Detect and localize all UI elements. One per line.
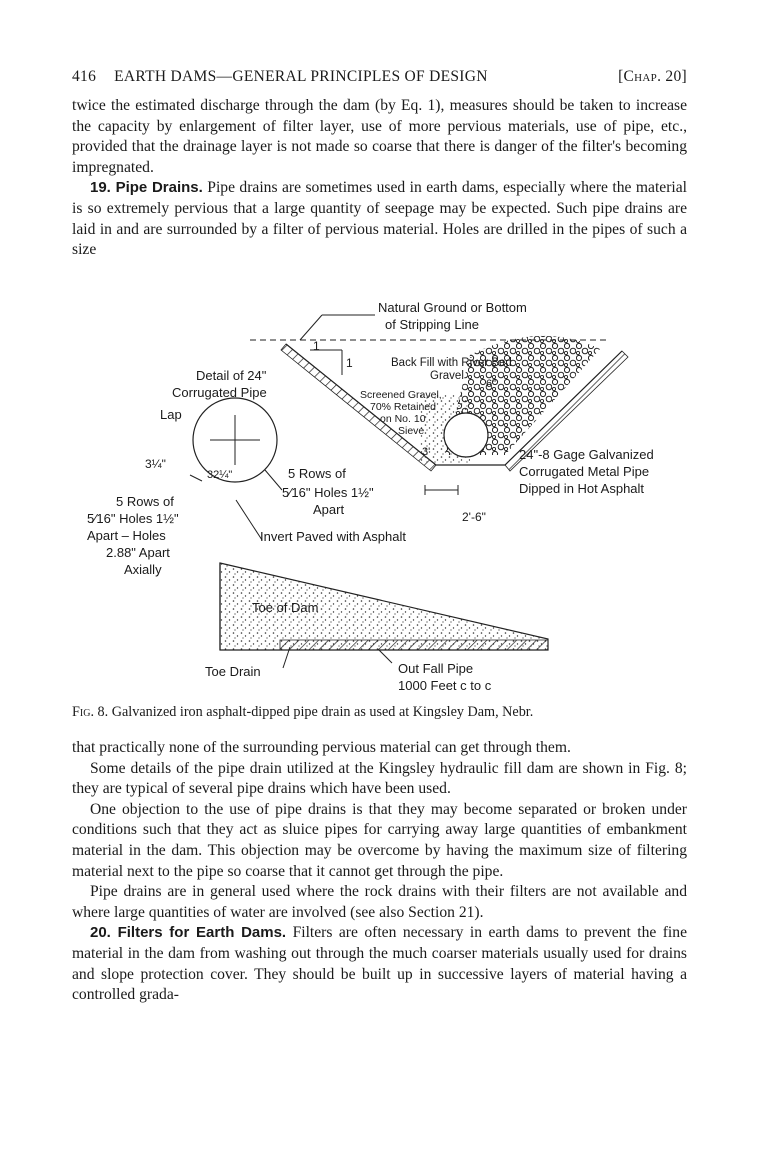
text-block-top: [72, 96, 687, 261]
label-invert: Invert Paved with Asphalt: [260, 529, 406, 544]
running-header: [72, 68, 687, 86]
label-screened-2: 70% Retained: [370, 401, 436, 413]
label-rows-mid-3: Apart: [313, 502, 345, 517]
figure-8-pipe-drain: [0, 295, 759, 700]
label-rows-left-1: 5 Rows of: [116, 494, 174, 509]
running-title: EARTH DAMS—GENERAL PRINCIPLES OF DESIGN: [114, 68, 488, 85]
label-natural-ground-1: Natural Ground or Bottom: [378, 300, 527, 315]
label-dim-6: 6": [486, 378, 497, 390]
label-detail-2: Corrugated Pipe: [172, 385, 267, 400]
label-width-26: 2'-6": [462, 510, 486, 524]
label-backfill-2: Gravel: [430, 370, 464, 382]
label-toe-of-dam: Toe of Dam: [252, 600, 319, 615]
label-backfill-1: Back Fill with River Bed: [391, 357, 512, 369]
paragraph-continued: twice the estimated discharge through the dam (by Eq. 1), measures should be taken to increase the capacity by enlargement of filter layer, use of more pervious materials, use of pipe, etc., provided that the drainage layer is not made so coarse that there is danger of the filter's becoming impregnated.: [72, 97, 687, 176]
label-slope-2: 1: [346, 356, 353, 370]
label-pipe-3: Dipped in Hot Asphalt: [519, 481, 645, 496]
label-dim-3q: 3¼": [145, 457, 166, 471]
label-natural-ground-2: of Stripping Line: [385, 317, 479, 332]
text-block-bottom: [72, 738, 687, 1006]
label-rows-mid-2: 5⁄16" Holes 1½": [282, 485, 374, 500]
label-toe-drain: Toe Drain: [205, 664, 261, 679]
label-rows-left-5: Axially: [124, 562, 162, 577]
pipe-detail: [190, 398, 282, 540]
section-19-paragraph: [72, 178, 687, 260]
label-rows-left-4: 2.88" Apart: [106, 545, 170, 560]
section-19-heading: 19. Pipe Drains.: [90, 179, 203, 197]
label-outfall-2: 1000 Feet c to c: [398, 678, 492, 693]
paragraph-objection: One objection to the use of pipe drains is that they may become separated or broken under conditions such that they act as sluice pipes for carrying away large quantities of embankment material in the dam. This objection may be overcome by having the maximum size of filtering material next to the pipe so coarse that it cannot get through the pipe.: [72, 800, 687, 880]
page-number: 416: [72, 68, 97, 85]
section-20-paragraph: [72, 923, 687, 1005]
label-rows-left-3: Apart – Holes: [87, 528, 166, 543]
label-slope-1: 1: [313, 339, 320, 353]
figure-caption: [72, 704, 692, 721]
label-rows-mid-1: 5 Rows of: [288, 466, 346, 481]
label-lap: Lap: [160, 407, 182, 422]
paragraph-usage: Pipe drains are in general used where the rock drains with their filters are not available and where large quantities of water are involved (see also Section 21).: [72, 883, 687, 921]
paragraph-after-figure: that practically none of the surrounding pervious material can get through them.: [72, 739, 571, 756]
label-rows-left-2: 5⁄16" Holes 1½": [87, 511, 179, 526]
dam-section: [220, 563, 548, 668]
label-detail-1: Detail of 24": [196, 368, 267, 383]
section-20-heading: 20. Filters for Earth Dams.: [90, 924, 287, 942]
chapter-label: [Chap. 20]: [618, 68, 687, 85]
label-pipe-1: 24"-8 Gage Galvanized: [519, 447, 654, 462]
label-screened-1: Screened Gravel,: [360, 389, 442, 401]
label-dim-3: 3': [422, 446, 431, 458]
caption-label: Fig. 8.: [72, 704, 109, 720]
caption-text: Galvanized iron asphalt-dipped pipe drain as used at Kingsley Dam, Nebr.: [111, 704, 534, 720]
label-dim-32q: 32¼": [207, 469, 233, 481]
label-pipe-2: Corrugated Metal Pipe: [519, 464, 650, 479]
label-outfall-1: Out Fall Pipe: [398, 661, 474, 676]
label-screened-3: on No. 10: [380, 413, 426, 425]
section-20-text: Filters are often necessary in earth dams to prevent the fine material in the dam from washing out through the much coarser materials usually used for drains and slope protection cover. They should be built up in successive layers of material having a controlled grada-: [72, 924, 687, 1004]
label-screened-4: Sieve: [398, 425, 425, 437]
paragraph-details: Some details of the pipe drain utilized at the Kingsley hydraulic fill dam are shown in Fig. 8; they are typical of several pipe drains which have been used.: [72, 759, 687, 798]
section-19-text: Pipe drains are sometimes used in earth dams, especially where the material is so extremely pervious that a large quantity of seepage may be expected. Such pipe drains are laid in and are surrounded by a filter of pervious material. Holes are drilled in the pipes of such a size: [72, 179, 687, 259]
